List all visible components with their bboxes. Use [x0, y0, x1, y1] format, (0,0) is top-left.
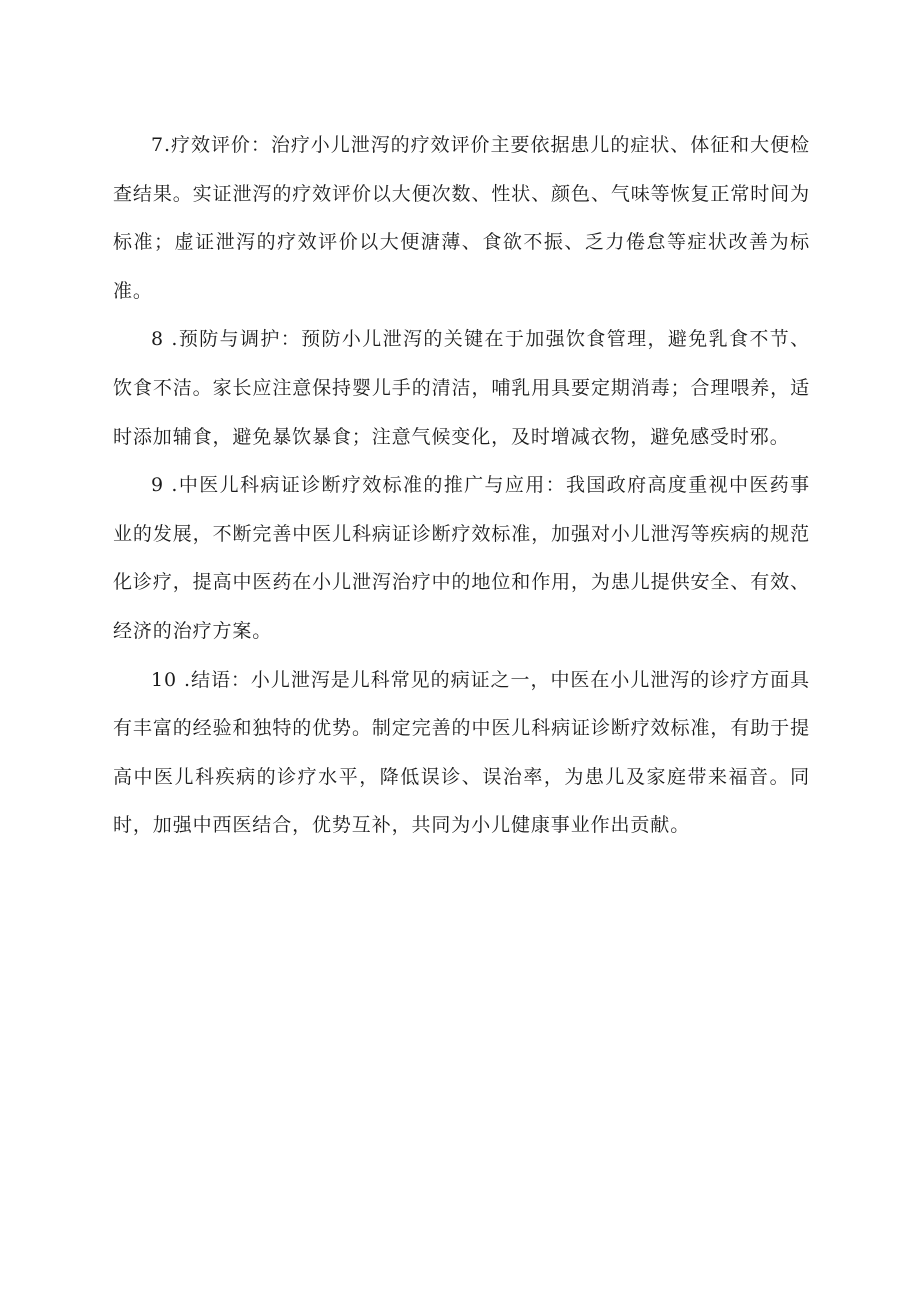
- paragraph-efficacy-evaluation: 7.疗效评价：治疗小儿泄泻的疗效评价主要依据患儿的症状、体征和大便检查结果。实证泄泻的疗效评价以大便次数、性状、颜色、气味等恢复正常时间为标准；虚证泄泻的疗效评价以大便溏薄、食欲不振、乏力倦怠等症状改善为标准。: [113, 134, 810, 302]
- paragraph-prevention-care: 8 .预防与调护：预防小儿泄泻的关键在于加强饮食管理，避免乳食不节、饮食不洁。家长应注意保持婴儿手的清洁，哺乳用具要定期消毒；合理喂养，适时添加辅食，避免暴饮暴食；注意气候变化，及时增减衣物，避免感受时邪。: [113, 328, 810, 448]
- paragraph-standard-promotion: 9 .中医儿科病证诊断疗效标准的推广与应用：我国政府高度重视中医药事业的发展，不断完善中医儿科病证诊断疗效标准，加强对小儿泄泻等疾病的规范化诊疗，提高中医药在小儿泄泻治疗中的地位和作用，为患儿提供安全、有效、经济的治疗方案。: [113, 474, 810, 642]
- paragraph-conclusion: 10 .结语：小儿泄泻是儿科常见的病证之一，中医在小儿泄泻的诊疗方面具有丰富的经验和独特的优势。制定完善的中医儿科病证诊断疗效标准，有助于提高中医儿科疾病的诊疗水平，降低误诊、误治率，为患儿及家庭带来福音。同时，加强中西医结合，优势互补，共同为小儿健康事业作出贡献。: [113, 668, 810, 837]
